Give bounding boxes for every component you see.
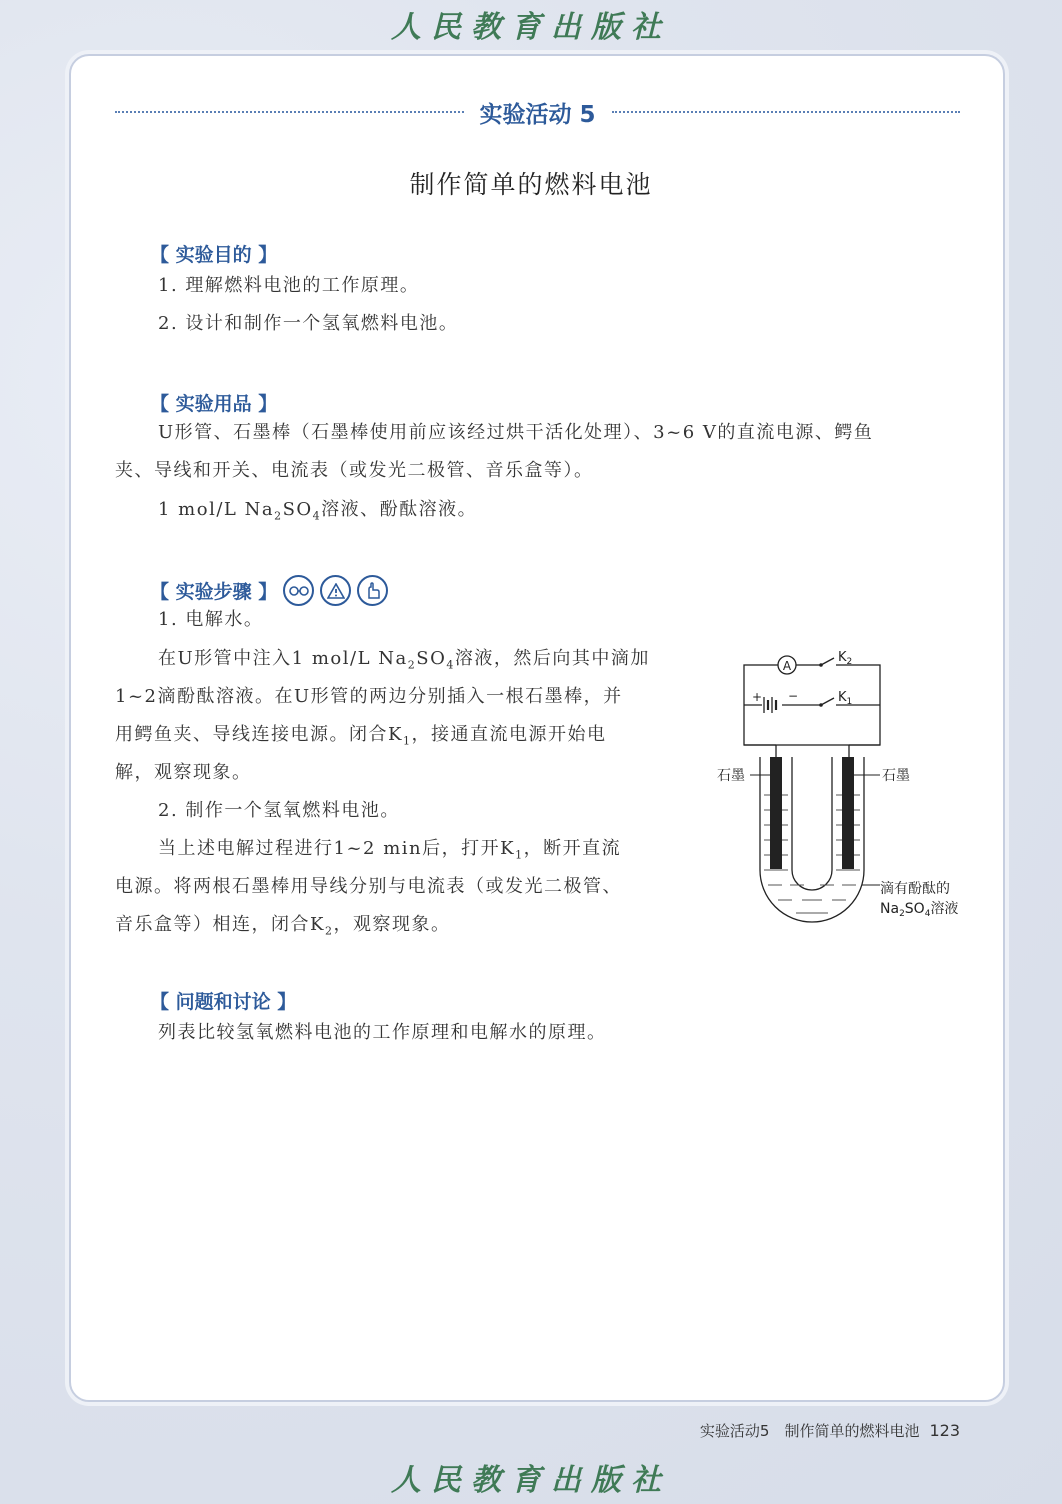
graphite-rod-left: [770, 757, 782, 869]
graphite-label-right: 石墨: [882, 768, 910, 784]
footer-running-title: 实验活动5 制作简单的燃料电池: [699, 1422, 920, 1440]
solution-label-line-2: $Na_2SO_4$溶液: [880, 901, 959, 919]
graphite-label-left: 石墨: [717, 768, 745, 784]
step-2-line-1: 当上述电解过程进行1~2 min后，打开$K_1$，断开直流: [158, 838, 622, 862]
graphite-rod-right: [842, 757, 854, 869]
step-2-line-3: 音乐盒等）相连，闭合$K_2$，观察现象。: [115, 914, 451, 938]
switch-k1-label: $K_1$: [838, 690, 853, 707]
step-2-line-2: 电源。将两根石墨棒用导线分别与电流表（或发光二极管、: [115, 876, 622, 897]
purpose-item-2: 2. 设计和制作一个氢氧燃料电池。: [158, 313, 459, 334]
purpose-item-1: 1. 理解燃料电池的工作原理。: [158, 275, 420, 296]
page-footer: [700, 1420, 960, 1441]
dotted-rule-left: [115, 111, 464, 113]
dotted-rule-right: [612, 111, 961, 113]
fuel-cell-diagram: [712, 645, 972, 945]
u-tube-inner: [792, 757, 832, 890]
fire-warning-icon: [320, 575, 351, 606]
publisher-logo-bottom: 人民教育出版社: [391, 1463, 671, 1498]
step-2-title: 2. 制作一个氢氧燃料电池。: [158, 800, 400, 821]
publisher-logo-top: 人民教育出版社: [391, 10, 671, 45]
solution-label-line-1: 滴有酚酞的: [880, 881, 950, 897]
discussion-heading: 【 问题和讨论 】: [150, 991, 297, 1013]
goggles-icon: [283, 575, 314, 606]
safety-icons: [283, 575, 388, 606]
page-title: 制作简单的燃料电池: [409, 170, 653, 199]
materials-line-3: 1 mol/L $Na_2SO_4$溶液、酚酞溶液。: [158, 499, 478, 523]
hand-wash-icon: [357, 575, 388, 606]
switch-k2-label: $K_2$: [838, 650, 853, 667]
step-1-line-4: 解，观察现象。: [115, 762, 252, 783]
step-1-line-2: 1~2滴酚酞溶液。在U形管的两边分别插入一根石墨棒，并: [115, 686, 623, 707]
materials-line-1: U形管、石墨棒（石墨棒使用前应该经过烘干活化处理）、3~6 V的直流电源、鳄鱼: [158, 422, 874, 443]
materials-heading: 【 实验用品 】: [150, 393, 278, 415]
step-1-line-1: 在U形管中注入1 mol/L $Na_2SO_4$溶液，然后向其中滴加: [158, 648, 650, 672]
steps-heading: 【 实验步骤 】: [150, 581, 278, 603]
activity-header: [115, 92, 960, 132]
step-1-line-3: 用鳄鱼夹、导线连接电源。闭合$K_1$，接通直流电源开始电: [115, 724, 607, 748]
activity-title: 实验活动 5: [479, 101, 596, 128]
purpose-heading: 【 实验目的 】: [150, 244, 278, 266]
battery-minus-label: −: [788, 689, 799, 703]
discussion-text: 列表比较氢氧燃料电池的工作原理和电解水的原理。: [158, 1022, 607, 1043]
step-1-title: 1. 电解水。: [158, 609, 264, 630]
ammeter-label: A: [782, 659, 792, 673]
battery-plus-label: +: [752, 690, 763, 704]
page-number: 123: [929, 1421, 960, 1440]
materials-line-2: 夹、导线和开关、电流表（或发光二极管、音乐盒等）。: [115, 460, 594, 481]
